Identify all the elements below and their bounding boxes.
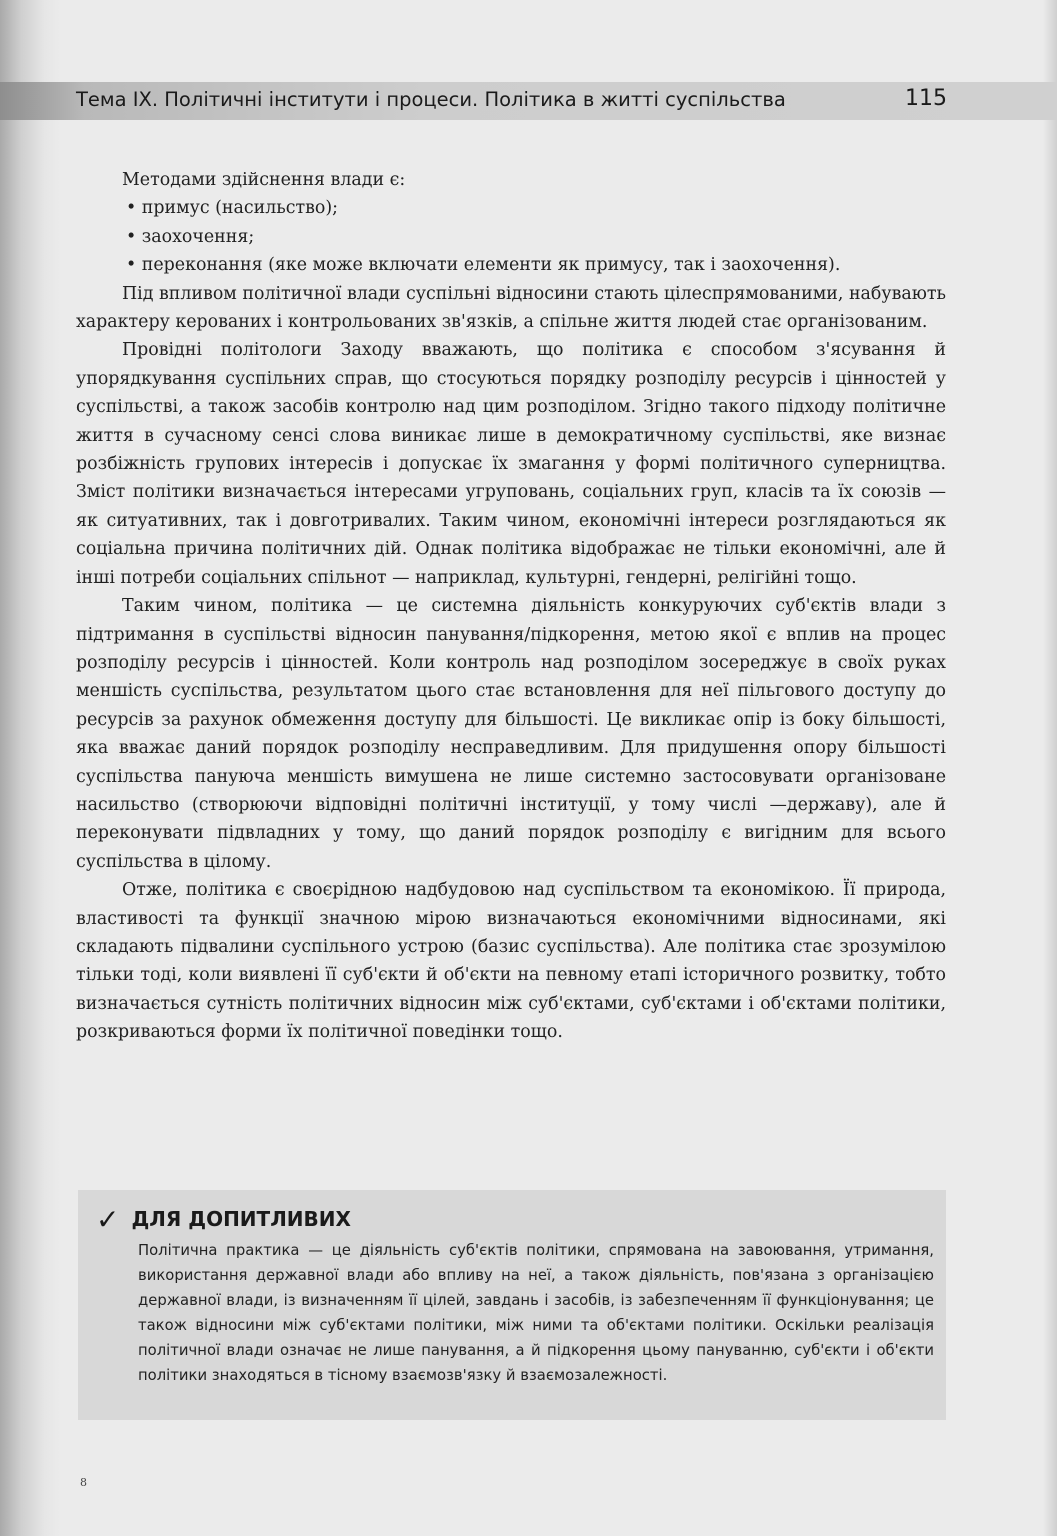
- page-number: 115: [905, 86, 947, 111]
- bullet-item: • заохочення;: [126, 226, 255, 247]
- main-text: [76, 166, 946, 1047]
- footer-mark: 8: [80, 1476, 87, 1489]
- methods-intro: Методами здійснення влади є:: [122, 170, 406, 190]
- paragraph: Під впливом політичної влади суспільні відносини стають цілеспрямованими, набувають характеру керованих і контрольованих зв'язків, а спільне життя людей стає організованим.: [76, 283, 946, 333]
- paragraph: Таким чином, політика — це системна діяльність конкуруючих суб'єктів влади з підтримання в суспільстві відносин панування/підкорення, метою якої є вплив на процес розподілу ресурсів і цінностей. Коли контроль над розподілом зосереджує в своїх руках меншість суспільства, результатом цього стає встановлення для неї пільгового доступу до ресурсів за рахунок обмеження доступу для більшості. Це викликає опір із боку більшості, яка вважає даний порядок розподілу несправедливим. Для придушення опору більшості суспільства пануюча меншість вимушена не лише системно застосовувати організоване насильство (створюючи відповідні політичні інституції, у тому числі —державу), але й переконувати підвладних у тому, що даний порядок розподілу є вигідним для всього суспільства в цілому.: [76, 596, 946, 872]
- running-header-title: Тема IX. Політичні інститути і процеси. Політика в житті суспільства: [76, 88, 786, 111]
- checkmark-icon: ✓: [96, 1203, 120, 1236]
- box-text: Політична практика — це діяльність суб'єктів політики, спрямована на завоювання, утримання, використання державної влади або впливу на неї, а також діяльність, пов'язана з організацією державної влади, із визначенням її цілей, завдань і засобів, із забезпеченням її функціонування; це також відносини між суб'єктами політики, між ними та об'єктами політики. Оскільки реалізація політичної влади означає не лише панування, а й підкорення цьому пануванню, суб'єкти і об'єкти політики знаходяться в тісному взаємозв'язку й взаємозалежності.: [138, 1242, 934, 1384]
- bullet-item: • переконання (яке може включати елементи як примусу, так і заохочення).: [126, 255, 841, 276]
- paragraph: Провідні політологи Заходу вважають, що політика є способом з'ясування й упорядкування суспільних справ, що стосуються порядку розподілу ресурсів і цінностей у суспільстві, а також засобів контролю над цим розподілом. Згідно такого підходу політичне життя в сучасному сенсі слова виникає лише в демократичному суспільстві, яке визнає розбіжність групових інтересів і допускає їх змагання у формі політичного суперництва. Зміст політики визначається інтересами угруповань, соціальних груп, класів та їх союзів — як ситуативних, так і довготривалих. Таким чином, економічні інтереси розглядаються як соціальна причина політичних дій. Однак політика відображає не тільки економічні, але й інші потреби соціальних спільнот — наприклад, культурні, гендерні, релігійні тощо.: [76, 340, 946, 588]
- page-right-shadow: [1043, 0, 1057, 1536]
- box-heading: [96, 1203, 351, 1236]
- paragraph: Отже, політика є своєрідною надбудовою над суспільством та економікою. Її природа, властивості та функції значною мірою визначаються економічними відносинами, які складають підвалини суспільного устрою (базис суспільства). Але політика стає зрозумілою тільки тоді, коли виявлені її суб'єкти й об'єкти на певному етапі історичного розвитку, тобто визначається сутність політичних відносин між суб'єктами, суб'єктами і об'єктами політики, розкриваються форми їх політичної поведінки тощо.: [76, 880, 946, 1043]
- page-edge-shadow: [0, 0, 60, 1536]
- bullet-item: • примус (насильство);: [126, 198, 338, 219]
- box-title: ДЛЯ ДОПИТЛИВИХ: [131, 1207, 351, 1231]
